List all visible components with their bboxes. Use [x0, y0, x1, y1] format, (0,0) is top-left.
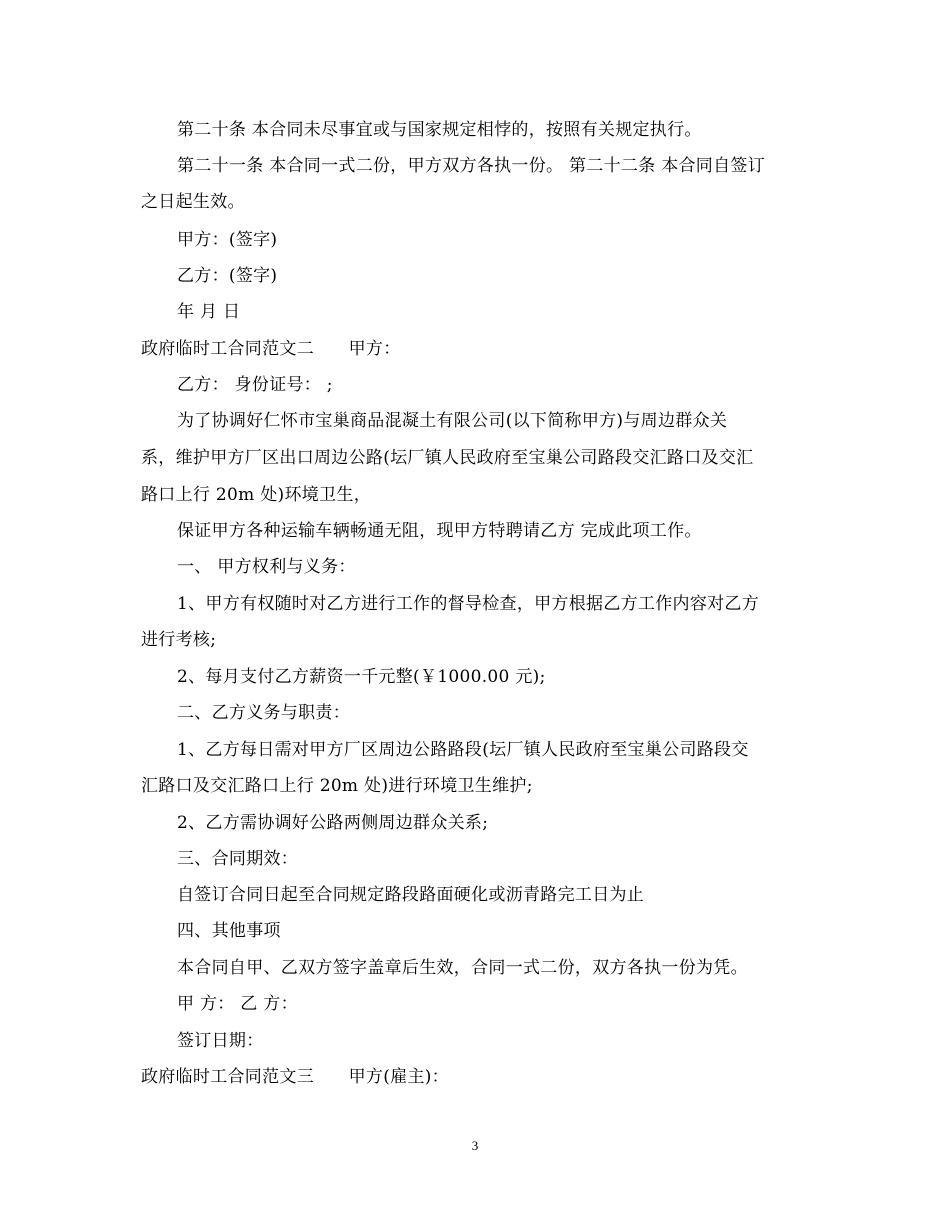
- page-number: 3: [471, 1138, 479, 1153]
- clause-heading: 四、其他事项: [177, 921, 281, 941]
- section-heading: 政府临时工合同范文二 甲方：: [141, 339, 401, 359]
- signature-line-party-b: 乙方：(签字): [177, 266, 278, 286]
- paragraph-line: 系，维护甲方厂区出口周边公路(坛厂镇人民政府至宝巢公司路段交汇路口及交汇: [141, 448, 754, 468]
- paragraph-line: 本合同自甲、乙双方签字盖章后生效，合同一式二份，双方各执一份为凭。: [177, 958, 748, 978]
- paragraph-line: 1、甲方有权随时对乙方进行工作的督导检查，甲方根据乙方工作内容对乙方: [177, 594, 760, 614]
- signing-date-line: 签订日期：: [177, 1031, 264, 1051]
- paragraph-line: 第二十条 本合同未尽事宜或与国家规定相悖的，按照有关规定执行。: [177, 120, 702, 140]
- signature-line: 甲 方： 乙 方：: [177, 994, 298, 1014]
- paragraph-line: 2、乙方需协调好公路两侧周边群众关系;: [177, 813, 489, 833]
- date-line: 年 月 日: [177, 302, 241, 322]
- paragraph-line: 保证甲方各种运输车辆畅通无阻，现甲方特聘请乙方 完成此项工作。: [177, 521, 702, 541]
- paragraph-line: 进行考核;: [141, 630, 217, 650]
- signature-line-party-a: 甲方：(签字): [177, 230, 278, 250]
- clause-heading: 一、 甲方权利与义务：: [177, 557, 356, 577]
- paragraph-line: 之日起生效。: [141, 192, 245, 212]
- section-heading: 政府临时工合同范文三 甲方(雇主)：: [141, 1067, 449, 1087]
- paragraph-line: 汇路口及交汇路口上行 20m 处)进行环境卫生维护;: [141, 776, 533, 796]
- paragraph-line: 为了协调好仁怀市宝巢商品混凝土有限公司(以下简称甲方)与周边群众关: [177, 411, 728, 431]
- clause-heading: 三、合同期效：: [177, 849, 299, 869]
- paragraph-line: 乙方： 身份证号： ;: [177, 375, 333, 395]
- paragraph-line: 自签订合同日起至合同规定路段路面硬化或沥青路完工日为止: [177, 885, 645, 905]
- paragraph-line: 路口上行 20m 处)环境卫生，: [141, 485, 371, 505]
- paragraph-line: 1、乙方每日需对甲方厂区周边公路路段(坛厂镇人民政府至宝巢公司路段交: [177, 740, 749, 760]
- paragraph-line: 2、每月支付乙方薪资一千元整(￥1000.00 元);: [177, 667, 546, 687]
- clause-heading: 二、乙方义务与职责：: [177, 703, 350, 723]
- paragraph-line: 第二十一条 本合同一式二份，甲方双方各执一份。 第二十二条 本合同自签订: [177, 156, 766, 176]
